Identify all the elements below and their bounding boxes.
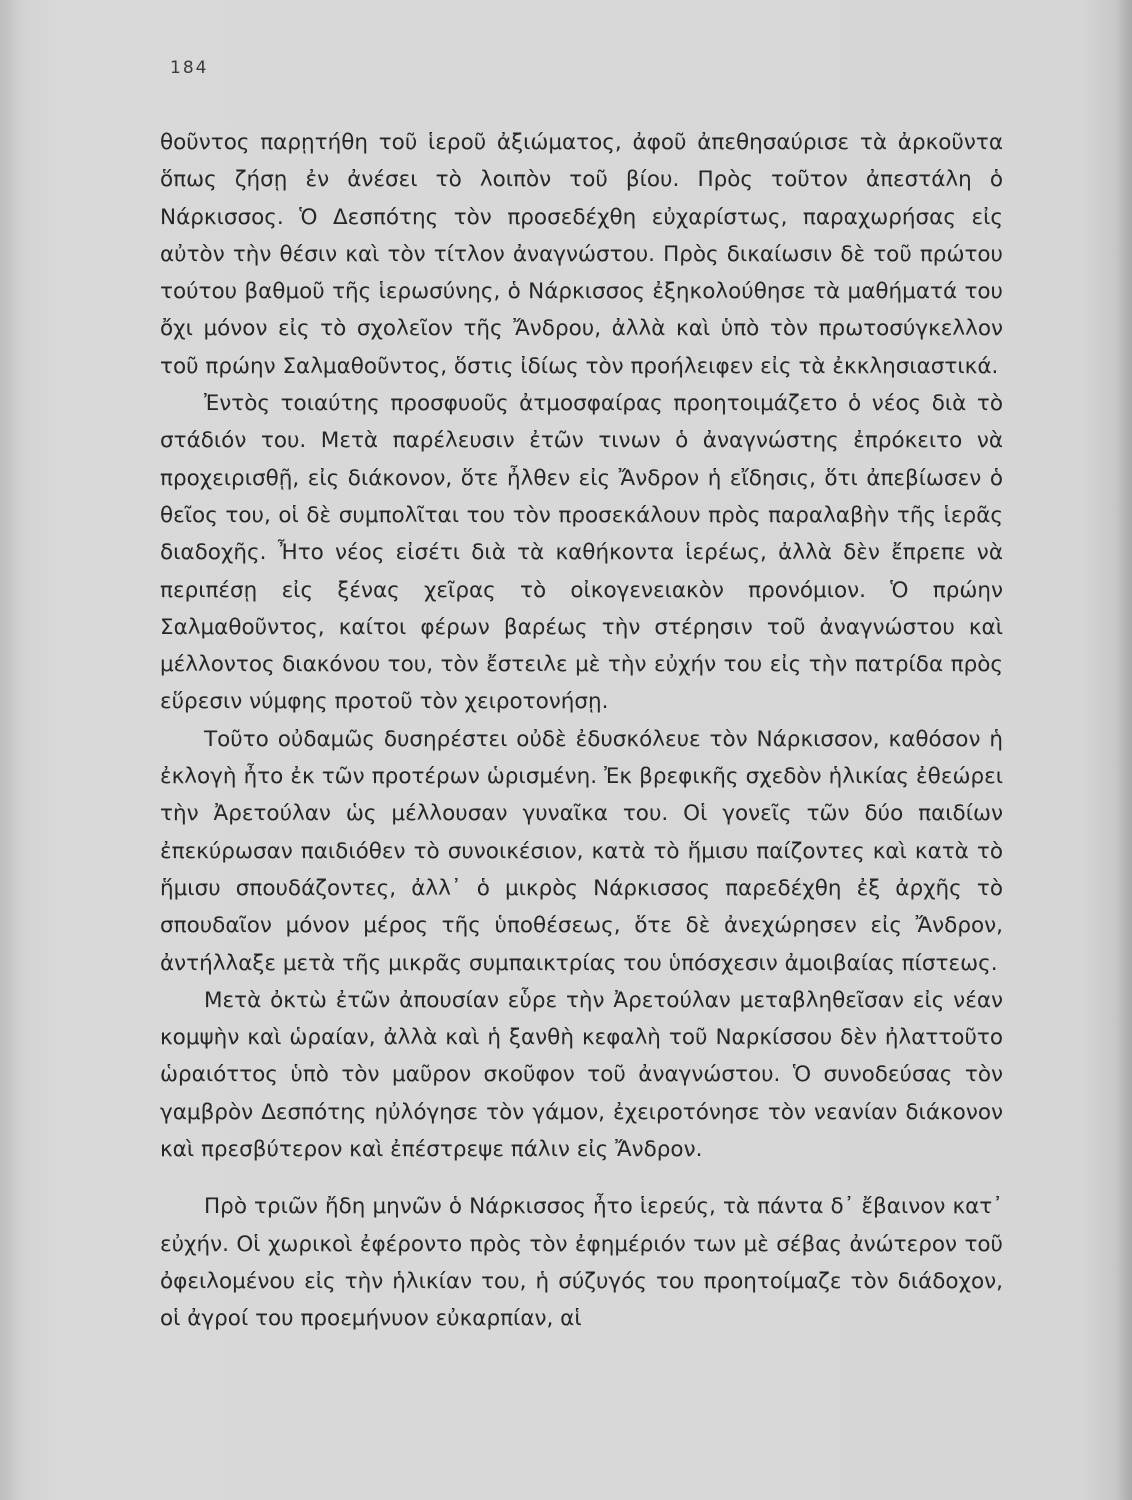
paragraph: Μετὰ ὀκτὼ ἐτῶν ἀπουσίαν εὗρε τὴν Ἀρετούλαν μεταβληθεῖσαν εἰς νέαν κομψὴν καὶ ὡραίαν, ἀλλὰ καὶ ἡ ξανθὴ κεφαλὴ τοῦ Ναρκίσσου δὲν ἠλαττοῦτο ὡραιόττος ὑπὸ τὸν μαῦρον σκοῦφον τοῦ ἀναγνώστου. Ὁ συνοδεύσας τὸν γαμβρὸν Δεσπότης ηὐλόγησε τὸν γάμον, ἐχειροτόνησε τὸν νεανίαν διάκονον καὶ πρεσβύτερον καὶ ἐπέστρεψε πάλιν εἰς Ἄνδρον. xyxy=(160,987,1003,1163)
body-text xyxy=(160,124,1003,1338)
paragraph: Ἐντὸς τοιαύτης προσφυοῦς ἀτμοσφαίρας προητοιμάζετο ὁ νέος διὰ τὸ στάδιόν του. Μετὰ παρέλευσιν ἐτῶν τινων ὁ ἀναγνώστης ἐπρόκειτο νὰ προχειρισθῇ, εἰς διάκονον, ὅτε ἦλθεν εἰς Ἄνδρον ἡ εἴδησις, ὅτι ἀπεβίωσεν ὁ θεῖος του, οἱ δὲ συμπολῖται του τὸν προσεκάλουν πρὸς παραλαβὴν τῆς ἱερᾶς διαδοχῆς. Ἦτο νέος εἰσέτι διὰ τὰ καθήκοντα ἱερέως, ἀλλὰ δὲν ἔπρεπε νὰ περιπέσῃ εἰς ξένας χεῖρας τὸ οἰκογενειακὸν προνόμιον. Ὁ πρώην Σαλμαθοῦντος, καίτοι φέρων βαρέως τὴν στέρησιν τοῦ ἀναγνώστου καὶ μέλλοντος διακόνου του, τὸν ἔστειλε μὲ τὴν εὐχήν του εἰς τὴν πατρίδα πρὸς εὕρεσιν νύμφης προτοῦ τὸν χειροτονήσῃ. xyxy=(160,391,1003,715)
paragraph: θοῦντος παρῃτήθη τοῦ ἱεροῦ ἀξιώματος, ἀφοῦ ἀπεθησαύρισε τὰ ἀρκοῦντα ὅπως ζήσῃ ἐν ἀνέσει τὸ λοιπὸν τοῦ βίου. Πρὸς τοῦτον ἀπεστάλη ὁ Νάρκισσος. Ὁ Δεσπότης τὸν προσεδέχθη εὐχαρίστως, παραχωρήσας εἰς αὐτὸν τὴν θέσιν καὶ τὸν τίτλον ἀναγνώστου. Πρὸς δικαίωσιν δὲ τοῦ πρώτου τούτου βαθμοῦ τῆς ἱερωσύνης, ὁ Νάρκισσος ἐξηκολούθησε τὰ μαθήματά του ὄχι μόνον εἰς τὸ σχολεῖον τῆς Ἄνδρου, ἀλλὰ καὶ ὑπὸ τὸν πρωτοσύγκελλον τοῦ πρώην Σαλμαθοῦντος, ὅστις ἰδίως τὸν προήλειφεν εἰς τὰ ἐκκλησιαστικά. xyxy=(160,130,1003,379)
paragraph: Τοῦτο οὐδαμῶς δυσηρέστει οὐδὲ ἐδυσκόλευε τὸν Νάρκισσον, καθόσον ἡ ἐκλογὴ ἦτο ἐκ τῶν προτέρων ὡρισμένη. Ἐκ βρεφικῆς σχεδὸν ἡλικίας ἐθεώρει τὴν Ἀρετούλαν ὡς μέλλουσαν γυναῖκα του. Οἱ γονεῖς τῶν δύο παιδίων ἐπεκύρωσαν παιδιόθεν τὸ συνοικέσιον, κατὰ τὸ ἥμισυ παίζοντες καὶ κατὰ τὸ ἥμισυ σπουδάζοντες, ἀλλ᾽ ὁ μικρὸς Νάρκισσος παρεδέχθη ἐξ ἀρχῆς τὸ σπουδαῖον μόνον μέρος τῆς ὑποθέσεως, ὅτε δὲ ἀνεχώρησεν εἰς Ἄνδρον, ἀντήλλαξε μετὰ τῆς μικρᾶς συμπαικτρίας του ὑπόσχεσιν ἀμοιβαίας πίστεως. xyxy=(160,726,1003,976)
page-number: 184 xyxy=(170,58,209,78)
paragraph: Πρὸ τριῶν ἤδη μηνῶν ὁ Νάρκισσος ἦτο ἱερεύς, τὰ πάντα δ᾽ ἔβαινον κατ᾽ εὐχήν. Οἱ χωρικοὶ ἐφέροντο πρὸς τὸν ἐφημέριόν των μὲ σέβας ἀνώτερον τοῦ ὀφειλομένου εἰς τὴν ἡλικίαν του, ἡ σύζυγός του προητοίμαζε τὸν διάδοχον, οἱ ἀγροί του προεμήνυον εὐκαρπίαν, αἱ xyxy=(160,1194,1003,1332)
